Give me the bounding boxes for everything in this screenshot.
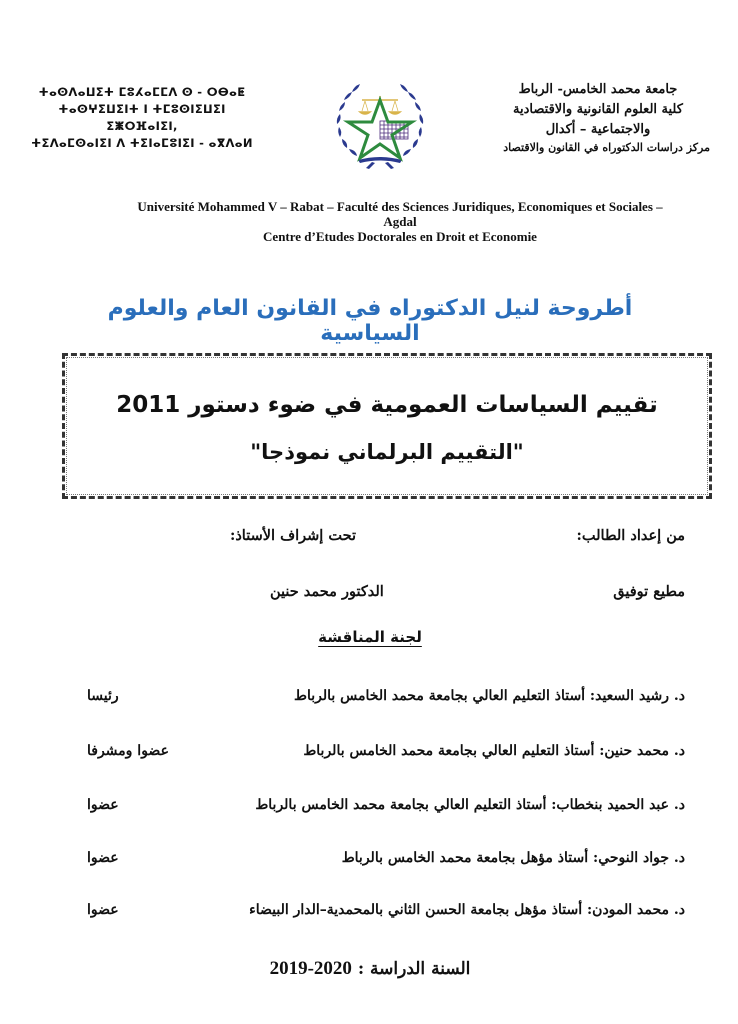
member-role: عضوا ومشرفا [87,743,169,759]
member-description: د. رشيد السعيد: أستاذ التعليم العالي بجامعة محمد الخامس بالرباط [294,688,685,704]
member-description: د. محمد حنين: أستاذ التعليم العالي بجامعة محمد الخامس بالرباط [303,743,685,759]
authorship-labels-row [80,527,685,544]
french-line: Agdal [383,214,417,229]
french-line: Université Mohammed V – Rabat – Faculté des Sciences Juridiques, Economiques et Sociales – [137,199,663,214]
authorship-names-row [80,583,685,600]
thesis-subtitle: "التقييم البرلماني نموذجا" [250,440,524,464]
arabic-university-name [478,80,718,156]
student-name: مطيع توفيق [613,583,685,600]
academic-year [200,958,540,980]
member-role: عضوا [87,797,119,813]
supervisor-label: تحت إشراف الأستاذ: [230,527,357,544]
arabic-header-line: جامعة محمد الخامس- الرباط [518,82,678,97]
arabic-header-line: والاجتماعية – أكدال [545,122,651,137]
committee-member [85,902,685,918]
committee-title: لجنة المناقشة [318,628,422,646]
student-label: من إعداد الطالب: [576,527,685,544]
academic-year-value: 2020-2019 [269,958,352,979]
committee-member [85,850,685,866]
member-role: رئيسا [87,688,119,704]
member-description: د. محمد المودن: أستاذ مؤهل بجامعة الحسن الثاني بالمحمدية–الدار البيضاء [249,902,685,918]
french-institution-name [95,199,705,244]
academic-year-label: السنة الدراسة : [357,959,471,979]
thesis-title: تقييم السياسات العمومية في ضوء دستور 2011 [116,392,658,418]
tifinagh-line: ⵜⴰⵙⴷⴰⵡⵉⵜ ⵎⵓⵃⴰⵎⵎⴷ ⵙ - ⵔⴱⴰⵟ [38,85,246,99]
thesis-degree-heading: أطروحة لنيل الدكتوراه في القانون العام والعلوم السياسية [107,296,633,346]
supervisor-name: الدكتور محمد حنين [270,583,384,600]
emblem-icon [330,74,430,174]
committee-member [85,797,685,813]
member-description: د. عبد الحميد بنخطاب: أستاذ التعليم العالي بجامعة محمد الخامس بالرباط [255,797,685,813]
university-emblem-logo [330,74,430,174]
tifinagh-university-name [22,84,262,152]
french-line: Centre d’Etudes Doctorales en Droit et Economie [263,229,537,244]
member-role: عضوا [87,902,119,918]
thesis-title-box [62,353,712,499]
member-description: د. جواد النوحي: أستاذ مؤهل بجامعة محمد الخامس بالرباط [341,850,685,866]
committee-member [85,688,685,704]
tifinagh-line: ⵜⴰⵙⵖⵉⵡⵉⵏⵜ ⵏ ⵜⵎⵓⵙⵏⵉⵡⵉⵏ ⵉⵥⵔⴼⴰⵏⵉⵏ, [58,102,226,133]
tifinagh-line: ⵜⵉⴷⴰⵎⵙⴰⵏⵉⵏ ⴷ ⵜⵉⵏⴰⵎⵓⵏⵉⵏ - ⴰⴳⴷⴰⵍ [31,136,253,150]
arabic-header-line: كلية العلوم القانونية والاقتصادية [513,102,683,117]
arabic-header-line: مركز دراسات الدكتوراه في القانون والاقتصاد [503,141,710,154]
committee-member [85,743,685,759]
member-role: عضوا [87,850,119,866]
